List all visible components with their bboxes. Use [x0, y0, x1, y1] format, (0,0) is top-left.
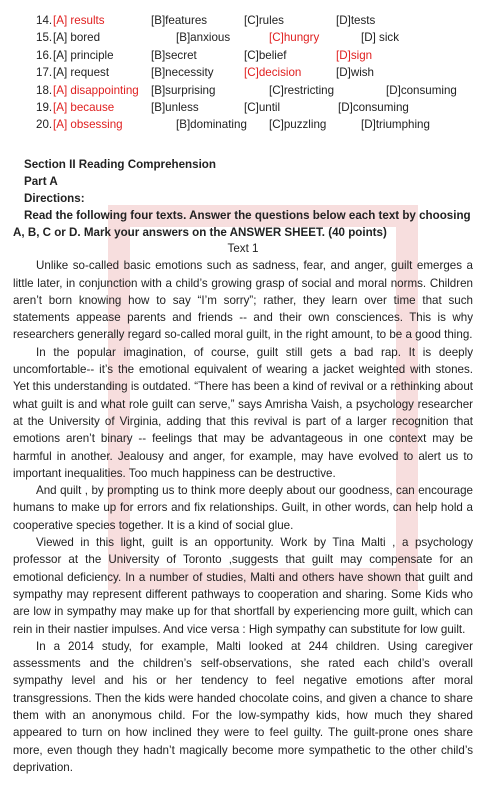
option-d: [D]consuming: [386, 83, 457, 97]
part-label: Part A: [24, 175, 58, 189]
option-a: [A] principle: [53, 48, 114, 62]
option-d: [D] sick: [361, 31, 400, 45]
paragraph: Viewed in this light, guilt is an opportunity. Work by Tina Malti , a psychology professor at the University of Toronto ,suggests that guilt may compensate for an emotional deficiency. In a number of studies, Malti and others have shown that guilt and sympathy may represent different pathways to cooperation and sharing. Some Kids who are low in sympathy may make up for that shortfall by experiencing more guilt, which can rein in their nastier impulses. And vice versa : High sympathy can substitute for low guilt.: [13, 536, 473, 636]
option-c: [C]rules: [244, 14, 284, 27]
option-b: [B]necessity: [151, 66, 214, 80]
paragraph: In a 2014 study, for example, Malti looked at 244 children. Using caregiver assessments and the children’s self-observations, she rated each child’s overall sympathy level and his or her tendency to feel negative emotions after moral transgressions. Then the kids were handed chocolate coins, and given a chance to share them with an anonymous child. For the low-sympathy kids, how much they shared appeared to turn on how inclined they were to feel guilty. The guilt-prone ones share more, even though they hadn’t magically become more sympathetic to the other child’s deprivation.: [13, 639, 473, 774]
option-a: [A] because: [53, 100, 115, 114]
passage: [13, 240, 473, 776]
option-a: [A] results: [53, 14, 105, 27]
option-number: 20.: [36, 118, 53, 132]
option-b: [B]anxious: [176, 31, 231, 45]
option-c: [C]until: [244, 100, 281, 114]
instructions: Read the following four texts. Answer the questions below each text by choosing A, B, C or D. Mark your answers on the ANSWER SHEET. (40 points): [13, 209, 471, 240]
option-c: [C]hungry: [269, 31, 320, 45]
option-number: 17.: [36, 66, 53, 80]
option-number: 16.: [36, 48, 53, 62]
option-d: [D]consuming: [338, 100, 409, 114]
option-number: 19.: [36, 100, 53, 114]
option-b: [B]features: [151, 14, 208, 27]
option-c: [C]decision: [244, 66, 302, 80]
option-b: [B]secret: [151, 48, 197, 62]
section-heading: Section II Reading Comprehension: [24, 158, 216, 171]
option-c: [C]restricting: [269, 83, 335, 97]
option-number: 15.: [36, 31, 53, 45]
paragraph: Unlike so-called basic emotions such as sadness, fear, and anger, guilt emerges a little later, in conjunction with a child’s growing grasp of social and moral norms. Children aren’t born knowing how to say “I’m sorry”; rather, they learn over time that such statements appease parents and friends -- and their own consciences. This is why researchers generally regard so-called moral guilt, in the right amount, to be a good thing.: [13, 259, 473, 342]
option-d: [D]sign: [336, 48, 373, 62]
paragraph: In the popular imagination, of course, guilt still gets a bad rap. It is deeply uncomfortable-- it’s the emotional equivalent of wearing a jacket weighted with stones. Yet this understanding is outdated. “There has been a kind of revival or a rethinking about what guilt is and what role guilt can serve,” says Amrisha Vaish, a psychology researcher at the University of Virginia, adding that this revival is part of a larger recognition that emotions aren’t binary -- feelings that may be advantageous in one context may be harmful in another. Jealousy and anger, for example, may have evolved to alert us to important inequalities. Too much happiness can be destructive.: [13, 345, 473, 480]
section-header: [24, 156, 216, 208]
directions-label: Directions:: [24, 192, 85, 206]
option-c: [C]belief: [244, 48, 287, 62]
option-d: [D]wish: [336, 66, 375, 80]
option-b: [B]unless: [151, 100, 199, 114]
paragraph: And quilt , by prompting us to think more deeply about our goodness, can encourage humans to make up for errors and fix relationships. Guilt, in other words, can help hold a cooperative species together. It is a kind of social glue.: [13, 484, 473, 532]
option-c: [C]puzzling: [269, 118, 327, 132]
option-number: 14.: [36, 14, 53, 27]
option-d: [D]triumphing: [361, 118, 430, 132]
option-number: 18.: [36, 83, 53, 97]
option-a: [A] bored: [53, 31, 101, 45]
option-b: [B]dominating: [176, 118, 247, 132]
option-a: [A] request: [53, 66, 110, 80]
option-a: [A] obsessing: [53, 118, 123, 132]
option-a: [A] disappointing: [53, 83, 139, 97]
option-b: [B]surprising: [151, 83, 216, 97]
option-d: [D]tests: [336, 14, 376, 27]
text-title: Text 1: [227, 242, 259, 255]
